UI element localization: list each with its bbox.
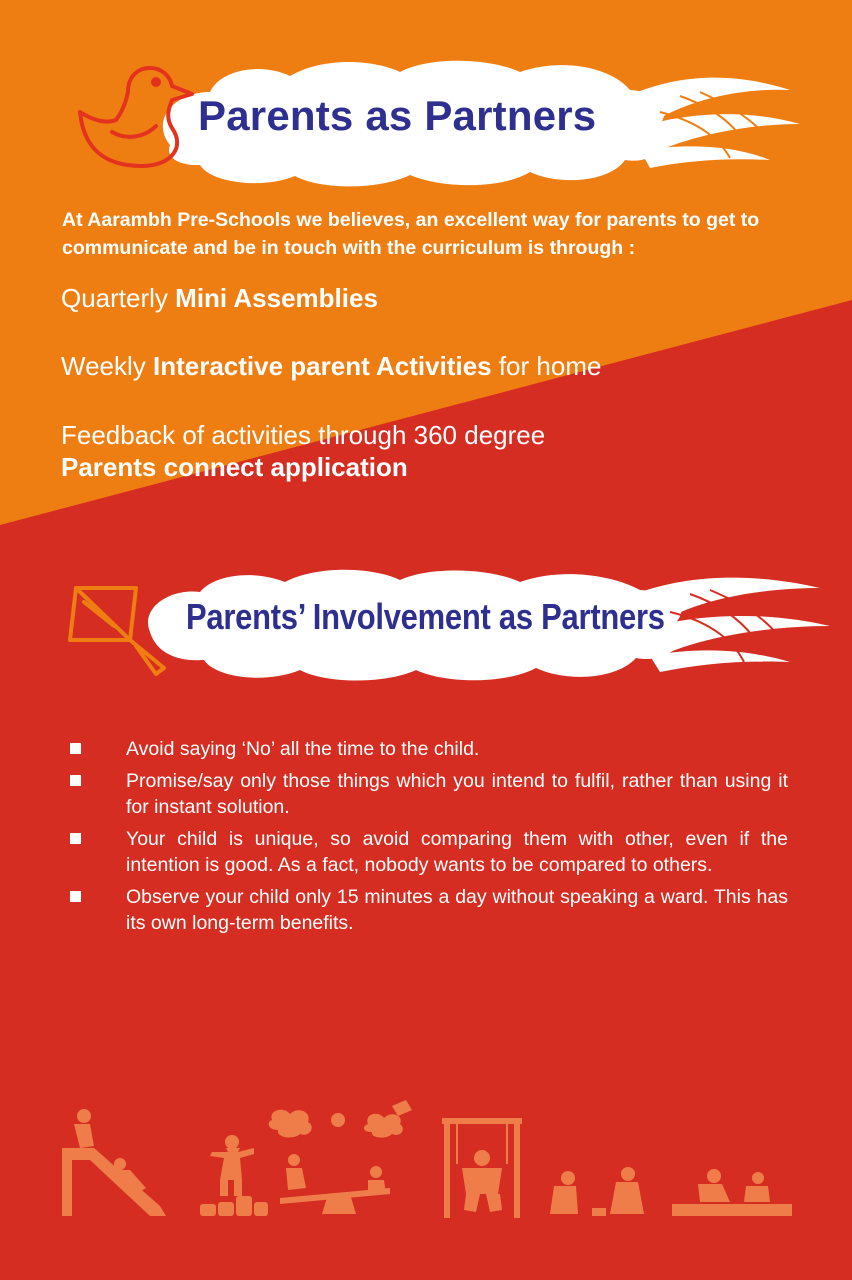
list-item: Promise/say only those things which you intend to fulfil, rather than using it for instant solution. <box>70 768 788 820</box>
children-playground-silhouettes-icon <box>50 1098 810 1223</box>
square-bullet-icon <box>70 775 81 786</box>
square-bullet-icon <box>70 833 81 844</box>
list-item: Your child is unique, so avoid comparing them with other, even if the intention is good. As a fact, nobody wants to be compared to others. <box>70 826 788 878</box>
list-item: Avoid saying ‘No’ all the time to the child. <box>70 736 788 762</box>
list-item-bold: Parents connect application <box>61 452 408 482</box>
duck-icon <box>72 62 202 174</box>
square-bullet-icon <box>70 743 81 754</box>
page-title: Parents as Partners <box>198 92 597 139</box>
list-item: Observe your child only 15 minutes a day without speaking a ward. This has its own long-term benefits. <box>70 884 788 936</box>
kite-icon <box>64 582 174 678</box>
list-item: Weekly Interactive parent Activities for home <box>61 351 602 381</box>
intro-text: At Aarambh Pre-Schools we believes, an excellent way for parents to get to communicate and be in touch with the curriculum is through : <box>62 209 760 259</box>
list-item: Feedback of activities through 360 degree <box>61 420 546 450</box>
square-bullet-icon <box>70 891 81 902</box>
list-item: Quarterly Mini Assemblies <box>61 283 378 313</box>
section-title: Parents’ Involvement as Partners <box>186 596 665 637</box>
guidelines-list <box>70 736 788 942</box>
